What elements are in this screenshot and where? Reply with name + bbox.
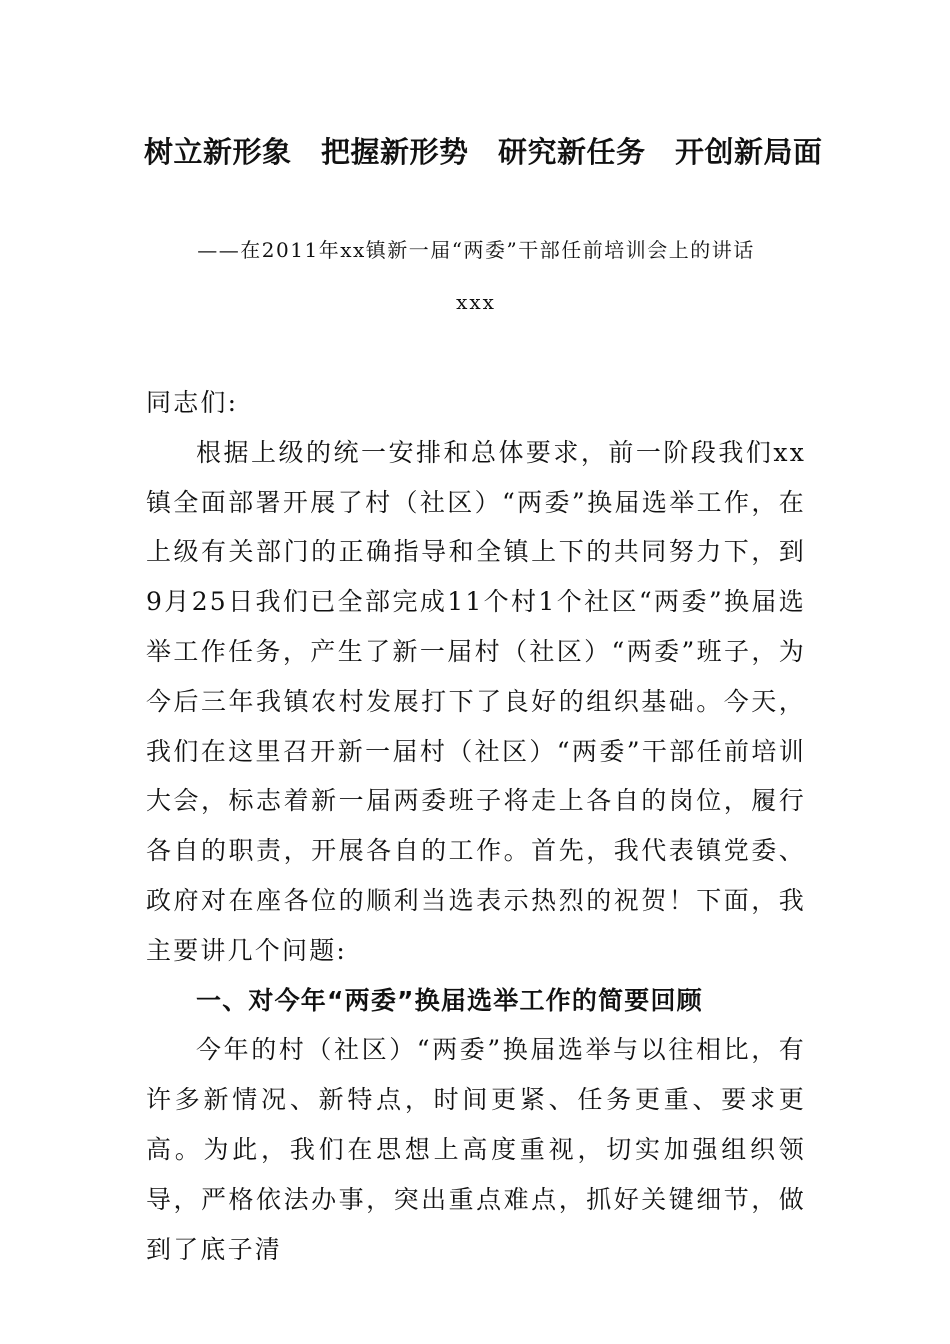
document-author: xxx xyxy=(456,290,496,314)
document-body xyxy=(146,378,806,1274)
paragraph-review: 今年的村（社区）“两委”换届选举与以往相比，有许多新情况、新特点，时间更紧、任务更重、要求更高。为此，我们在思想上高度重视，切实加强组织领导，严格依法办事，突出重点难点，抓好关键细节，做到了底子清 xyxy=(146,1035,806,1264)
document-subtitle: ——在2011年xx镇新一届“两委”干部任前培训会上的讲话 xyxy=(197,238,755,262)
section-heading: 一、对今年“两委”换届选举工作的简要回顾 xyxy=(196,985,703,1015)
document-page xyxy=(144,0,823,1344)
document-title: 树立新形象 把握新形势 研究新任务 开创新局面 xyxy=(144,135,823,169)
paragraph-intro: 根据上级的统一安排和总体要求，前一阶段我们xx镇全面部署开展了村（社区）“两委”换届选举工作，在上级有关部门的正确指导和全镇上下的共同努力下，到9月25日我们已全部完成11个村1个社区“两委”换届选举工作任务，产生了新一届村（社区）“两委”班子，为今后三年我镇农村发展打下了良好的组织基础。今天，我们在这里召开新一届村（社区）“两委”干部任前培训大会，标志着新一届两委班子将走上各自的岗位，履行各自的职责，开展各自的工作。首先，我代表镇党委、政府对在座各位的顺利当选表示热烈的祝贺！下面，我主要讲几个问题: xyxy=(146,437,806,965)
salutation: 同志们: xyxy=(146,388,239,417)
